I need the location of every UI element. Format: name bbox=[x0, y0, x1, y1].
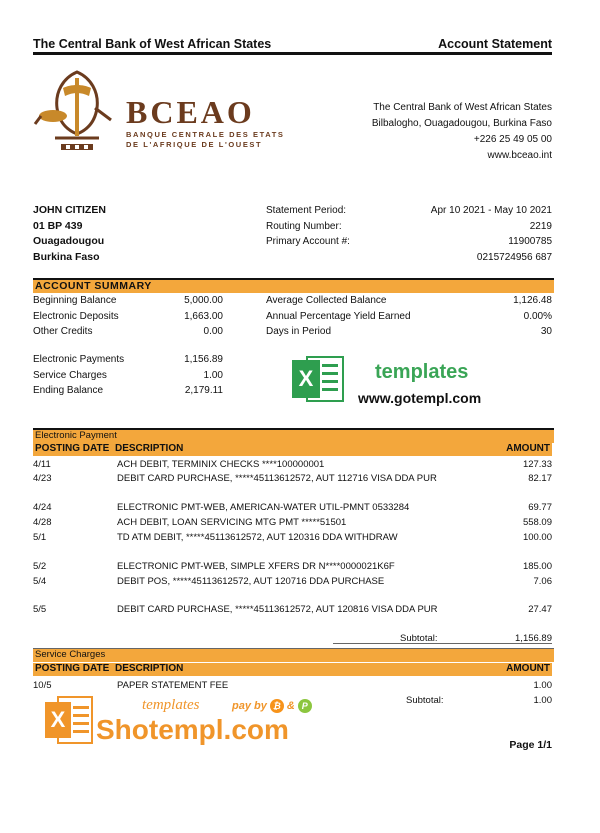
table-row bbox=[33, 680, 552, 694]
row-description: ELECTRONIC PMT-WEB, SIMPLE XFERS DR N****0000021K6F bbox=[117, 561, 395, 572]
logo-subtitle-line-1: BANQUE CENTRALE DES ETATS bbox=[126, 130, 285, 139]
summary-row bbox=[33, 293, 223, 309]
table-row bbox=[33, 576, 552, 590]
summary-left-group-2 bbox=[33, 352, 223, 399]
summary-row bbox=[266, 293, 552, 309]
table-row bbox=[33, 517, 552, 531]
primary-account-label: Primary Account #: bbox=[266, 236, 350, 247]
statement-period-value: Apr 10 2021 - May 10 2021 bbox=[430, 205, 552, 216]
col-amount: AMOUNT bbox=[506, 443, 550, 454]
row-amount: 127.33 bbox=[522, 459, 552, 470]
col-posting-date: POSTING DATE bbox=[35, 443, 110, 454]
summary-right-group bbox=[266, 293, 552, 340]
summary-value: 1,156.89 bbox=[184, 354, 223, 365]
col-posting-date: POSTING DATE bbox=[35, 663, 110, 674]
excel-logo-icon bbox=[292, 354, 346, 404]
customer-name: JOHN CITIZEN bbox=[33, 204, 106, 216]
row-amount: 69.77 bbox=[528, 502, 552, 513]
row-date: 5/5 bbox=[33, 604, 47, 615]
summary-row bbox=[33, 352, 223, 368]
row-description: ACH DEBIT, TERMINIX CHECKS ****100000001 bbox=[117, 459, 325, 470]
summary-value: 30 bbox=[540, 326, 552, 337]
watermark-url: www.gotempl.com bbox=[358, 390, 482, 406]
row-date: 5/4 bbox=[33, 576, 47, 587]
row-amount: 1.00 bbox=[533, 680, 552, 691]
summary-label: Service Charges bbox=[33, 369, 107, 381]
row-date: 4/11 bbox=[33, 459, 51, 470]
row-amount: 100.00 bbox=[522, 532, 552, 543]
payment-icon: P bbox=[298, 699, 312, 713]
routing-number-value: 2219 bbox=[529, 220, 552, 232]
summary-left-group bbox=[33, 293, 223, 340]
summary-label: Other Credits bbox=[33, 326, 93, 337]
account-summary-header: ACCOUNT SUMMARY bbox=[33, 278, 554, 293]
table-row bbox=[33, 532, 552, 546]
pay-by-label: pay by bbox=[232, 700, 267, 712]
row-amount: 82.17 bbox=[528, 473, 552, 484]
customer-city: Ouagadougou bbox=[33, 235, 105, 247]
account-number-value: 0215724956 687 bbox=[476, 251, 552, 263]
bceao-emblem-icon bbox=[33, 64, 121, 156]
logo-subtitle-line-2: DE L'AFRIQUE DE L'OUEST bbox=[126, 140, 263, 149]
summary-row bbox=[33, 324, 223, 340]
summary-label: Electronic Payments bbox=[33, 354, 125, 365]
row-description: ACH DEBIT, LOAN SERVICING MTG PMT *****51501 bbox=[117, 517, 347, 528]
bank-website: www.bceao.int bbox=[487, 150, 552, 161]
row-description: ELECTRONIC PMT-WEB, AMERICAN-WATER UTIL-PMNT 0533284 bbox=[117, 502, 410, 513]
bitcoin-icon: ₿ bbox=[270, 699, 284, 713]
bank-name-header: The Central Bank of West African States bbox=[33, 37, 272, 51]
table-row bbox=[33, 473, 552, 487]
shotempl-logo-letter: X bbox=[45, 702, 71, 738]
summary-value: 1,126.48 bbox=[513, 295, 552, 306]
col-description: DESCRIPTION bbox=[115, 443, 184, 454]
watermark-templates: templates bbox=[375, 361, 469, 383]
subtotal-label: Subtotal: bbox=[406, 695, 444, 706]
primary-account-value: 11900785 bbox=[508, 236, 552, 247]
excel-logo-letter: X bbox=[292, 360, 320, 398]
statement-info-values bbox=[431, 203, 552, 265]
table-row bbox=[33, 459, 552, 473]
summary-value: 5,000.00 bbox=[184, 295, 223, 306]
service-charges-columns bbox=[33, 663, 552, 676]
row-description: TD ATM DEBIT, *****45113612572, AUT 120316 DDA WITHDRAW bbox=[117, 532, 398, 543]
statement-period-label: Statement Period: bbox=[266, 205, 347, 216]
customer-address bbox=[33, 203, 106, 265]
summary-value: 0.00 bbox=[203, 326, 223, 337]
row-date: 5/1 bbox=[33, 532, 47, 543]
summary-row bbox=[33, 368, 223, 384]
summary-row bbox=[33, 309, 223, 325]
row-date: 4/23 bbox=[33, 473, 52, 484]
row-description: DEBIT CARD PURCHASE, *****45113612572, AUT 120816 VISA DDA PUR bbox=[117, 604, 438, 615]
row-description: DEBIT POS, *****45113612572, AUT 120716 DDA PURCHASE bbox=[117, 576, 385, 587]
row-description: PAPER STATEMENT FEE bbox=[117, 680, 229, 691]
logo-wordmark: BCEAO bbox=[126, 94, 255, 130]
footer-templates-word: templates bbox=[142, 697, 200, 713]
subtotal-label: Subtotal: bbox=[400, 633, 438, 644]
subtotal-value: 1.00 bbox=[533, 695, 552, 706]
pay-by-group: pay by ₿ & P bbox=[232, 699, 312, 713]
routing-number-label: Routing Number: bbox=[266, 220, 342, 232]
subtotal-value: 1,156.89 bbox=[515, 633, 552, 644]
summary-label: Average Collected Balance bbox=[266, 295, 387, 306]
statement-info-labels bbox=[266, 203, 350, 250]
page-number: Page 1/1 bbox=[509, 739, 552, 751]
row-date: 4/24 bbox=[33, 502, 52, 513]
table-row bbox=[33, 502, 552, 516]
customer-country: Burkina Faso bbox=[33, 250, 100, 263]
shotempl-logo-icon bbox=[45, 694, 95, 746]
table-row bbox=[33, 604, 552, 618]
customer-address-line: 01 BP 439 bbox=[33, 219, 83, 232]
summary-value: 2,179.11 bbox=[184, 385, 223, 396]
document-title: Account Statement bbox=[438, 37, 552, 51]
row-amount: 27.47 bbox=[528, 604, 552, 615]
table-row bbox=[33, 561, 552, 575]
row-description: DEBIT CARD PURCHASE, *****45113612572, AUT 112716 VISA DDA PUR bbox=[117, 473, 437, 484]
col-amount: AMOUNT bbox=[506, 663, 550, 674]
footer-brand: Shotempl.com bbox=[96, 714, 289, 745]
summary-label: Electronic Deposits bbox=[33, 310, 119, 322]
bank-address-line: Bilbalogho, Ouagadougou, Burkina Faso bbox=[371, 118, 552, 129]
summary-value: 1.00 bbox=[203, 369, 223, 381]
summary-row bbox=[33, 383, 223, 399]
summary-label: Annual Percentage Yield Earned bbox=[266, 310, 411, 322]
summary-value: 0.00% bbox=[523, 310, 552, 322]
row-amount: 7.06 bbox=[533, 576, 552, 587]
row-amount: 185.00 bbox=[522, 561, 552, 572]
header-divider bbox=[33, 52, 552, 55]
col-description: DESCRIPTION bbox=[115, 663, 184, 674]
row-date: 4/28 bbox=[33, 517, 52, 528]
logo-subtitle bbox=[126, 130, 284, 150]
bank-phone: +226 25 49 05 00 bbox=[473, 134, 552, 145]
summary-label: Days in Period bbox=[266, 326, 332, 337]
bank-address bbox=[372, 100, 552, 164]
summary-row bbox=[266, 324, 552, 340]
service-charges-header: Service Charges bbox=[33, 648, 554, 662]
row-date: 10/5 bbox=[33, 680, 52, 691]
row-amount: 558.09 bbox=[522, 517, 552, 528]
summary-label: Beginning Balance bbox=[33, 295, 117, 306]
row-date: 5/2 bbox=[33, 561, 47, 572]
bank-address-line: The Central Bank of West African States bbox=[373, 102, 552, 113]
electronic-payment-columns bbox=[33, 443, 552, 456]
summary-label: Ending Balance bbox=[33, 385, 104, 396]
electronic-payment-header: Electronic Payment bbox=[33, 428, 554, 443]
summary-row bbox=[266, 309, 552, 325]
summary-value: 1,663.00 bbox=[184, 310, 223, 322]
